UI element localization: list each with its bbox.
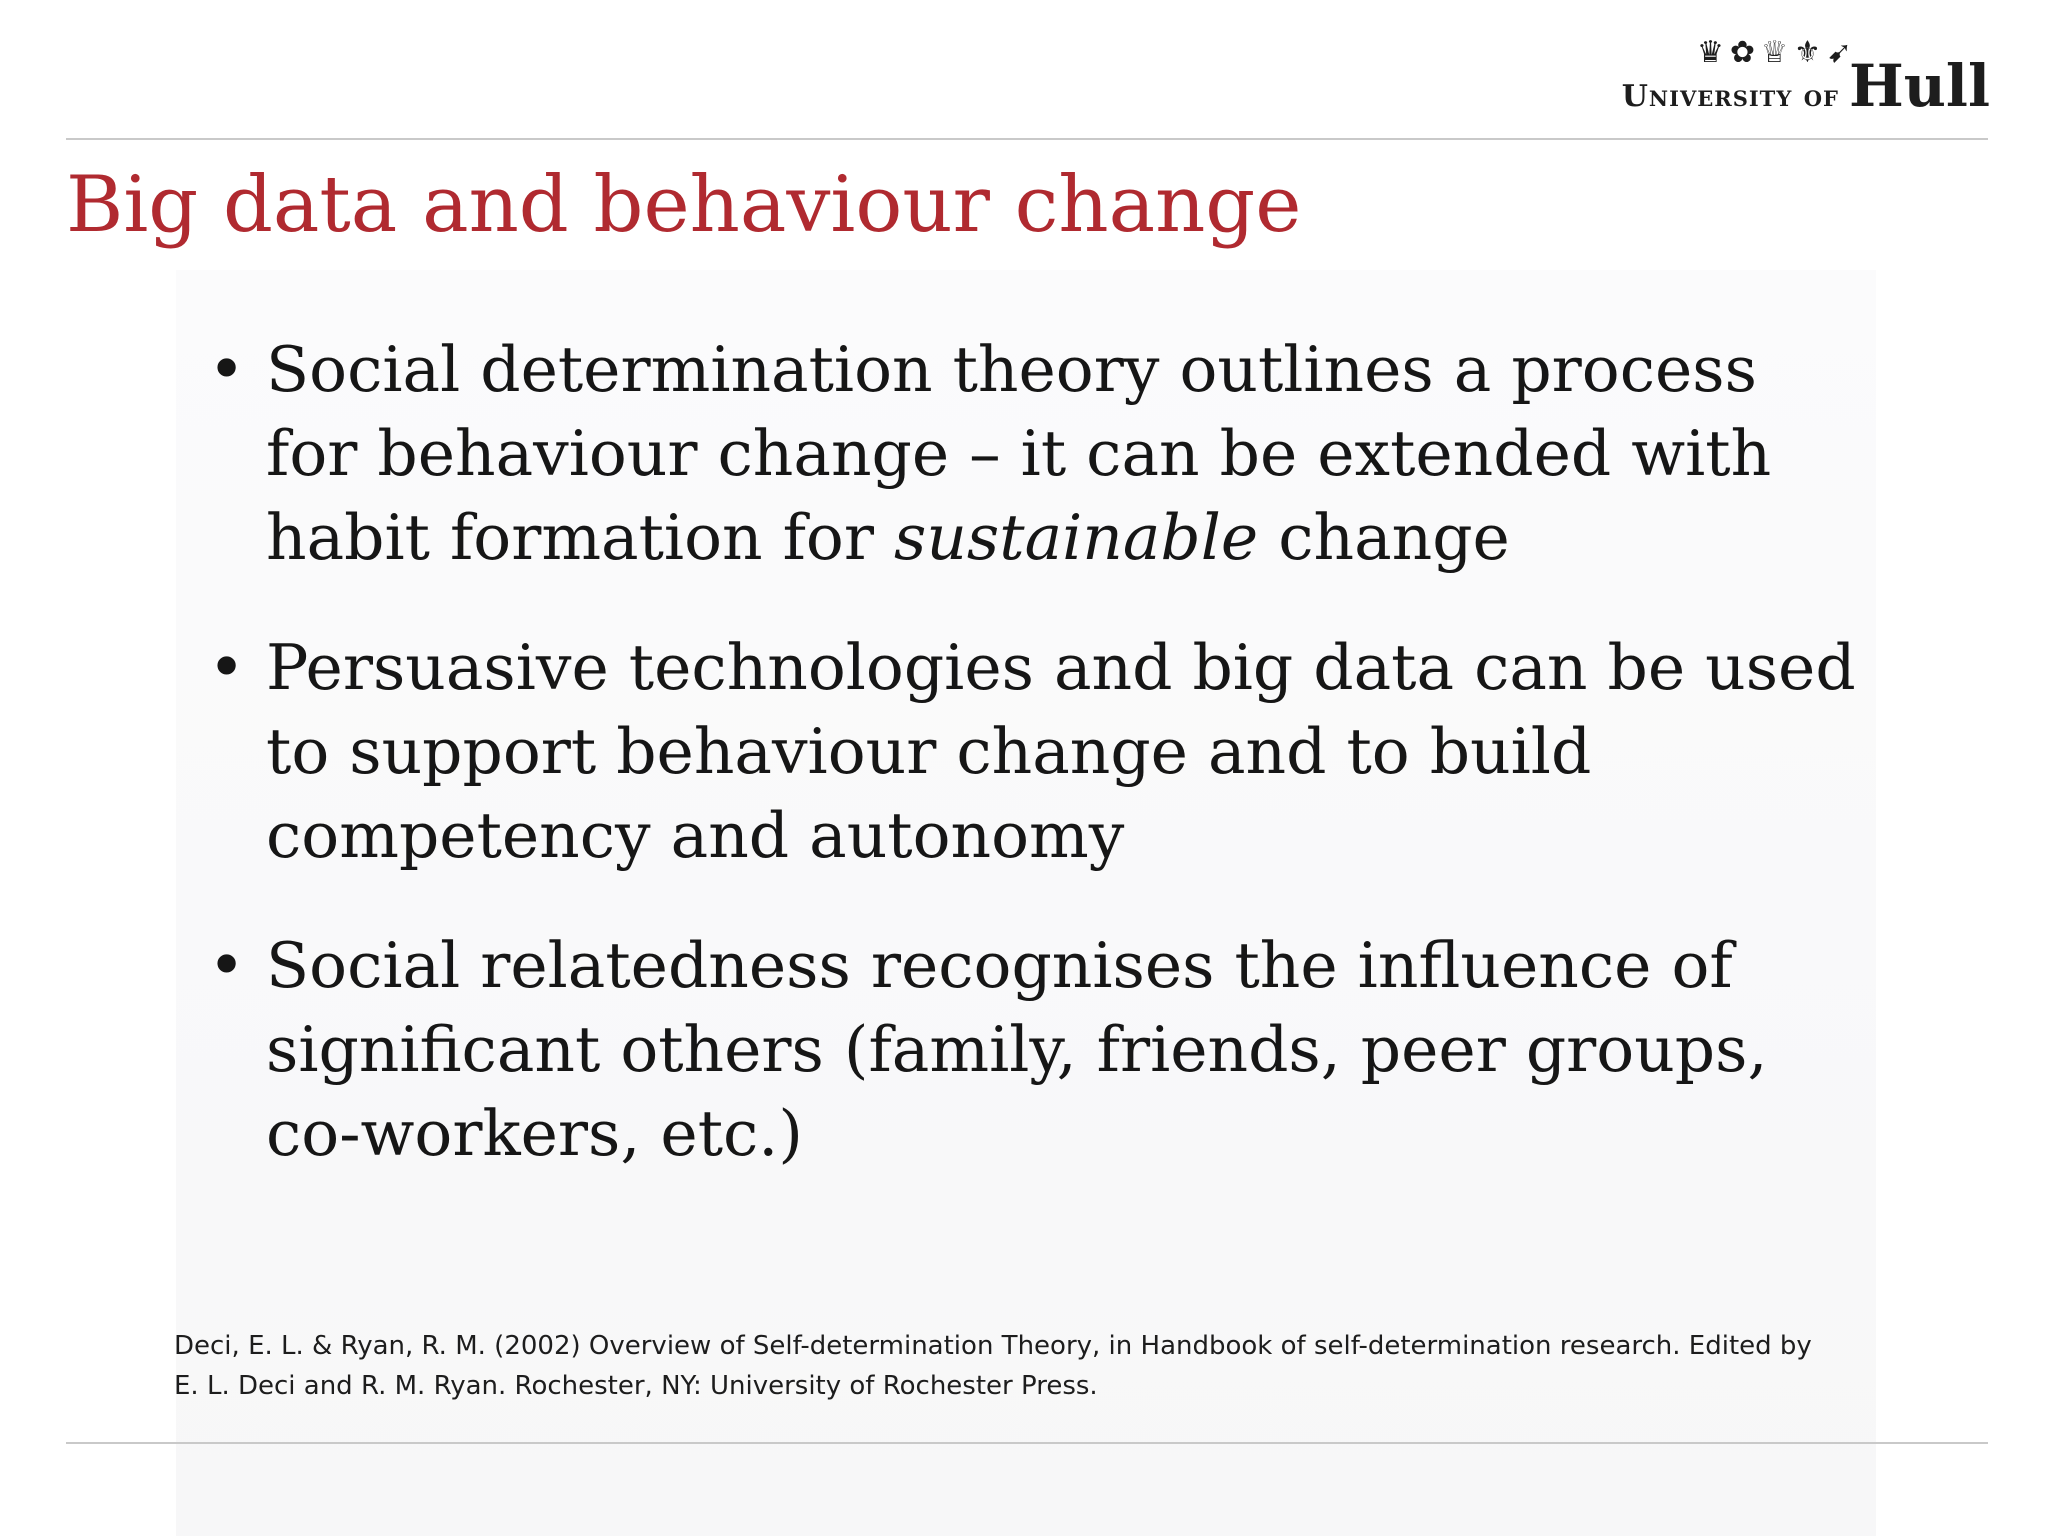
bullet-item bbox=[200, 626, 1860, 878]
bullet-text-emphasis: sustainable bbox=[894, 501, 1259, 574]
bullet-marker: • bbox=[208, 631, 246, 704]
top-divider bbox=[66, 138, 1988, 140]
bullet-marker: • bbox=[208, 929, 246, 1002]
logo-wordmark-big: Hull bbox=[1848, 52, 1990, 120]
slide-title: Big data and behaviour change bbox=[66, 160, 1302, 250]
bullet-text-start: Social determination theory outlines a process for behaviour change – it can be extended with habit formation for bbox=[266, 333, 1772, 574]
bullet-text: Social relatedness recognises the influence of significant others (family, friends, peer groups, co-workers, etc.) bbox=[266, 929, 1768, 1170]
bullet-list bbox=[200, 328, 1860, 1222]
bullet-text: Persuasive technologies and big data can be used to support behaviour change and to build competency and autonomy bbox=[266, 631, 1856, 872]
bottom-divider bbox=[66, 1442, 1988, 1444]
fleur-de-lis-icon: ⚜ bbox=[1793, 35, 1821, 70]
logo-wordmark-small: University of bbox=[1621, 79, 1839, 114]
tudor-rose-icon: ♛ bbox=[1697, 35, 1724, 70]
crown-icon: ♕ bbox=[1761, 35, 1788, 70]
bullet-item bbox=[200, 328, 1860, 580]
bullet-item bbox=[200, 924, 1860, 1176]
bullet-marker: • bbox=[208, 333, 246, 406]
bird-icon: ➹ bbox=[1826, 35, 1852, 70]
citation-reference: Deci, E. L. & Ryan, R. M. (2002) Overview of Self-determination Theory, in Handbook of self-determination research. Edited by E. L. Deci and R. M. Ryan. Rochester, NY: University of Rochester Press. bbox=[174, 1331, 1812, 1401]
logo-wordmark bbox=[1622, 52, 1990, 120]
bullet-text-end: change bbox=[1258, 501, 1510, 574]
rose-icon: ✿ bbox=[1729, 35, 1756, 70]
university-logo bbox=[1590, 34, 1990, 120]
